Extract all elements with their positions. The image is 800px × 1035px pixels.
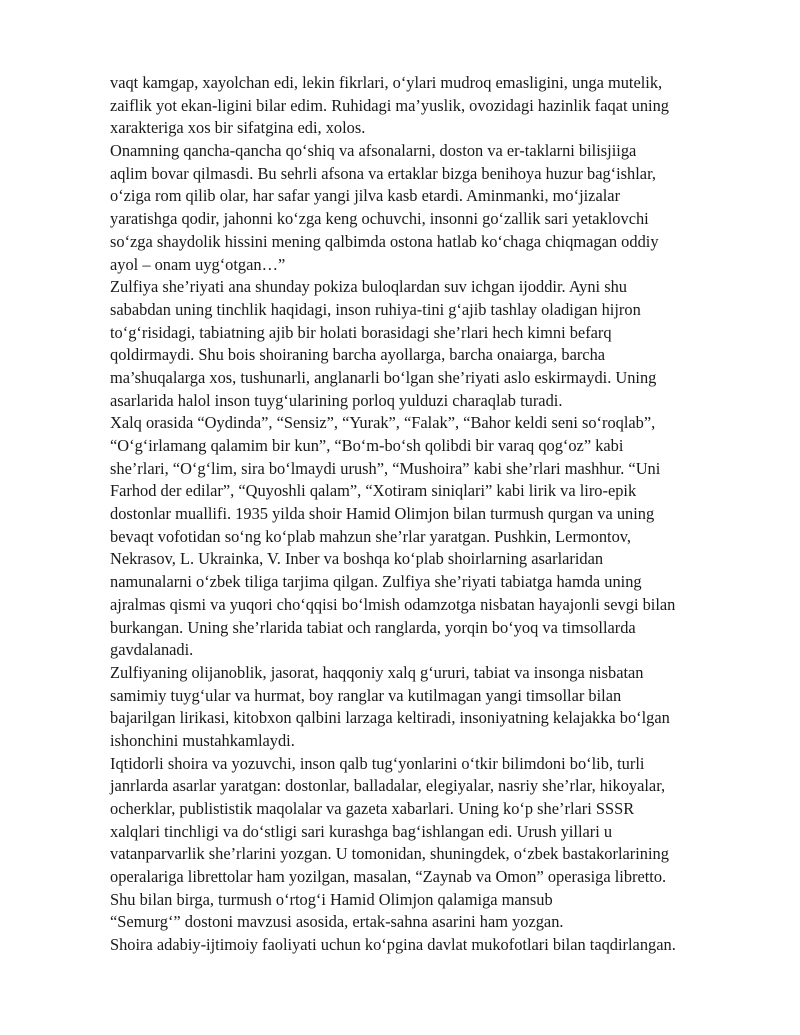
text-line: Nekrasov, L. Ukrainka, V. Inber va boshqa ko‘plab shoirlarning asarlaridan bbox=[110, 549, 604, 569]
text-line: operalariga librettolar ham yozilgan, masalan, “Zaynab va Omon” operasiga libretto. bbox=[110, 867, 667, 887]
text-line: burkangan. Uning she’rlarida tabiat och ranglarda, yorqin bo‘yoq va timsollarda bbox=[110, 617, 636, 637]
text-line: bajarilgan lirikasi, kitobxon qalbini larzaga keltiradi, insoniyatning kelajakka bo‘lgan bbox=[110, 708, 670, 728]
document-page bbox=[110, 72, 750, 957]
text-line: zaiflik yot ekan-ligini bilar edim. Ruhidagi ma’yuslik, ovozidagi hazinlik faqat uning bbox=[110, 95, 669, 115]
text-line: xalqlari tinchligi va do‘stligi sari kurashga bag‘ishlangan edi. Urush yillari u bbox=[110, 821, 613, 841]
text-line: xarakteriga xos bir sifatgina edi, xolos. bbox=[110, 118, 366, 138]
text-line: aqlim bovar qilmasdi. Bu sehrli afsona va ertaklar bizga benihoya huzur bag‘ishlar, bbox=[110, 163, 656, 183]
text-line: Zulfiya she’riyati ana shunday pokiza buloqlardan suv ichgan ijoddir. Ayni shu bbox=[110, 277, 627, 297]
text-line: ocherklar, publististik maqolalar va gazeta xabarlari. Uning ko‘p she’rlari SSSR bbox=[110, 799, 635, 818]
text-line: ishonchini mustahkamlaydi. bbox=[110, 730, 295, 750]
text-line: Shoira adabiy-ijtimoiy faoliyati uchun ko‘pgina davlat mukofotlari bilan taqdirlangan. bbox=[110, 935, 676, 955]
text-line: sababdan uning tinchlik haqidagi, inson ruhiya-tini g‘ajib tashlay oladigan hijron bbox=[110, 299, 641, 319]
text-line: ajralmas qismi va yuqori cho‘qqisi bo‘lmish odamzotga nisbatan hayajonli sevgi bilan bbox=[110, 594, 676, 614]
text-line: namunalarni o‘zbek tiliga tarjima qilgan. Zulfiya she’riyati tabiatga hamda uning bbox=[110, 572, 642, 592]
text-line: so‘zga shaydolik hissini mening qalbimda ostona hatlab ko‘chaga chiqmagan oddiy bbox=[110, 231, 659, 251]
text-line: samimiy tuyg‘ular va hurmat, boy ranglar va kutilmagan yangi timsollar bilan bbox=[110, 685, 622, 705]
text-line: “O‘g‘irlamang qalamim bir kun”, “Bo‘m-bo‘sh qolibdi bir varaq qog‘oz” kabi bbox=[110, 436, 624, 455]
text-line: she’rlari, “O‘g‘lim, sira bo‘lmaydi urush”, “Mushoira” kabi she’rlari mashhur. “Uni bbox=[110, 458, 661, 478]
text-line: to‘g‘risidagi, tabiatning ajib bir holati borasidagi she’rlari hech kimni befarq bbox=[110, 322, 612, 342]
text-line: ma’shuqalarga xos, tushunarli, anglanarli bo‘lgan she’riyati aslo eskirmaydi. Uning bbox=[110, 367, 657, 387]
text-line: janrlarda asarlar yaratgan: dostonlar, balladalar, elegiyalar, nasriy she’rlar, hikoyalar, bbox=[110, 776, 666, 796]
text-line: Onamning qancha-qancha qo‘shiq va afsonalarni, doston va er-taklarni bilisjiiga bbox=[110, 141, 637, 161]
text-line: “Semurg‘” dostoni mavzusi asosida, ertak-sahna asarini ham yozgan. bbox=[110, 912, 564, 932]
text-line: dostonlar muallifi. 1935 yilda shoir Hamid Olimjon bilan turmush qurgan va uning bbox=[110, 504, 655, 524]
text-line: gavdalanadi. bbox=[110, 640, 194, 660]
text-line: Zulfiyaning olijanoblik, jasorat, haqqoniy xalq g‘ururi, tabiat va insonga nisbatan bbox=[110, 662, 644, 682]
text-line: Iqtidorli shoira va yozuvchi, inson qalb tug‘yonlarini o‘tkir bilimdoni bo‘lib, turli bbox=[110, 753, 645, 773]
text-line: o‘ziga rom qilib olar, har safar yangi jilva kasb etardi. Aminmanki, mo‘jizalar bbox=[110, 186, 621, 206]
text-line: Xalq orasida “Oydinda”, “Sensiz”, “Yurak”, “Falak”, “Bahor keldi seni so‘roqlab”, bbox=[110, 413, 656, 433]
text-line: Shu bilan birga, turmush o‘rtog‘i Hamid Olimjon qalamiga mansub bbox=[110, 889, 553, 909]
text-line: vaqt kamgap, xayolchan edi, lekin fikrlari, o‘ylari mudroq emasligini, unga mutelik, bbox=[110, 73, 663, 92]
text-line: vatanparvarlik she’rlarini yozgan. U tomonidan, shuningdek, o‘zbek bastakorlarining bbox=[110, 844, 669, 864]
text-line: asarlarida halol inson tuyg‘ularining porloq yulduzi charaqlab turadi. bbox=[110, 390, 563, 410]
text-line: yaratishga qodir, jahonni ko‘zga keng ochuvchi, insonni go‘zallik sari yetaklovchi bbox=[110, 209, 649, 229]
text-line: Farhod der edilar”, “Quyoshli qalam”, “Xotiram siniqlari” kabi lirik va liro-epik bbox=[110, 481, 637, 501]
text-line: ayol – onam uyg‘otgan…” bbox=[110, 254, 286, 274]
text-line: qoldirmaydi. Shu bois shoiraning barcha ayollarga, barcha onaiarga, barcha bbox=[110, 345, 606, 365]
text-line: bevaqt vofotidan so‘ng ko‘plab mahzun she’rlar yaratgan. Pushkin, Lermontov, bbox=[110, 526, 632, 546]
